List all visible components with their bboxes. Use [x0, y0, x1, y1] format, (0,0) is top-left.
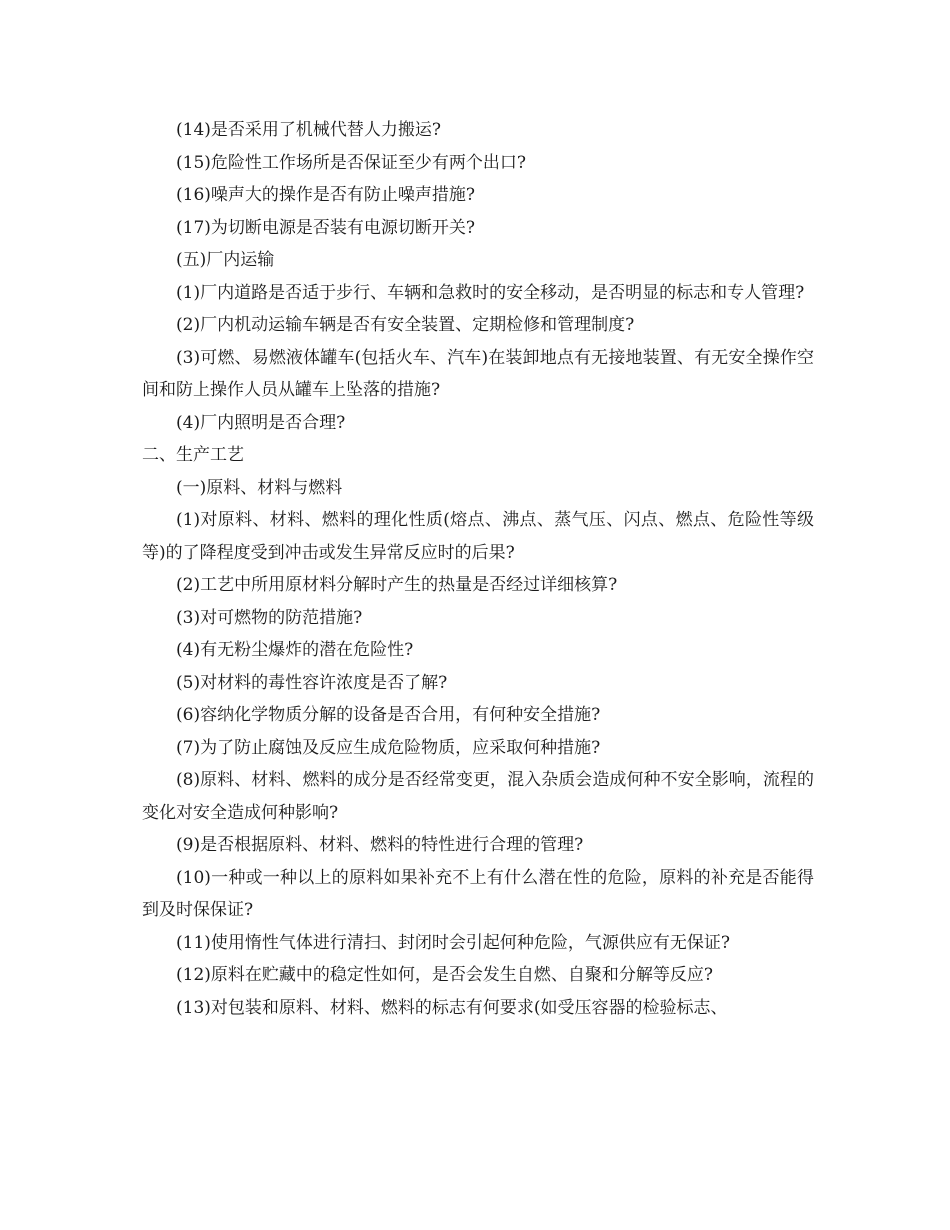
paragraph-item-15: (15)危险性工作场所是否保证至少有两个出口?: [176, 152, 527, 173]
paragraph-transport-3: (3)可燃、易燃液体罐车(包括火车、汽车)在装卸地点有无接地装置、有无安全操作空间和防上操作人员从罐车上坠落的措施?: [142, 347, 814, 400]
paragraph-transport-2: (2)厂内机动运输车辆是否有安全装置、定期检修和管理制度?: [176, 315, 635, 335]
paragraph-item-16: (16)噪声大的操作是否有防止噪声措施?: [176, 185, 476, 205]
paragraph-materials-2: (2)工艺中所用原材料分解时产生的热量是否经过详细核算?: [176, 575, 618, 595]
paragraph-item-14: (14)是否采用了机械代替人力搬运?: [176, 120, 442, 140]
paragraph-materials-10: (10)一种或一种以上的原料如果补充不上有什么潜在性的危险，原料的补充是否能得到及时保保证?: [142, 867, 814, 920]
paragraph-transport-4: (4)厂内照明是否合理?: [176, 412, 346, 433]
paragraph-materials-3: (3)对可燃物的防范措施?: [176, 607, 363, 628]
paragraph-materials-11: (11)使用惰性气体进行清扫、封闭时会引起何种危险，气源供应有无保证?: [176, 932, 731, 953]
paragraph-materials-7: (7)为了防止腐蚀及反应生成危险物质，应采取何种措施?: [176, 737, 601, 758]
subsection-heading-materials: (一)原料、材料与燃料: [176, 477, 343, 498]
paragraph-materials-1: (1)对原料、材料、燃料的理化性质(熔点、沸点、蒸气压、闪点、燃点、危险性等级等)的了降程度受到冲击或发生异常反应时的后果?: [142, 510, 814, 563]
paragraph-materials-6: (6)容纳化学物质分解的设备是否合用，有何种安全措施?: [176, 705, 601, 725]
paragraph-materials-5: (5)对材料的毒性容许浓度是否了解?: [176, 672, 448, 693]
paragraph-materials-13: (13)对包装和原料、材料、燃料的标志有何要求(如受压容器的检验标志、: [176, 997, 728, 1018]
document-body: [142, 114, 814, 1024]
paragraph-materials-12: (12)原料在贮藏中的稳定性如何，是否会发生自燃、自聚和分解等反应?: [176, 965, 714, 985]
subsection-heading-transport: (五)厂内运输: [176, 250, 275, 270]
section-heading-process: 二、生产工艺: [142, 445, 244, 465]
paragraph-materials-9: (9)是否根据原料、材料、燃料的特性进行合理的管理?: [176, 835, 584, 855]
paragraph-item-17: (17)为切断电源是否装有电源切断开关?: [176, 217, 476, 238]
paragraph-transport-1: (1)厂内道路是否适于步行、车辆和急救时的安全移动，是否明显的标志和专人管理?: [176, 282, 805, 303]
paragraph-materials-8: (8)原料、材料、燃料的成分是否经常变更，混入杂质会造成何种不安全影响，流程的变化对安全造成何种影响?: [142, 770, 814, 823]
paragraph-materials-4: (4)有无粉尘爆炸的潜在危险性?: [176, 640, 414, 660]
